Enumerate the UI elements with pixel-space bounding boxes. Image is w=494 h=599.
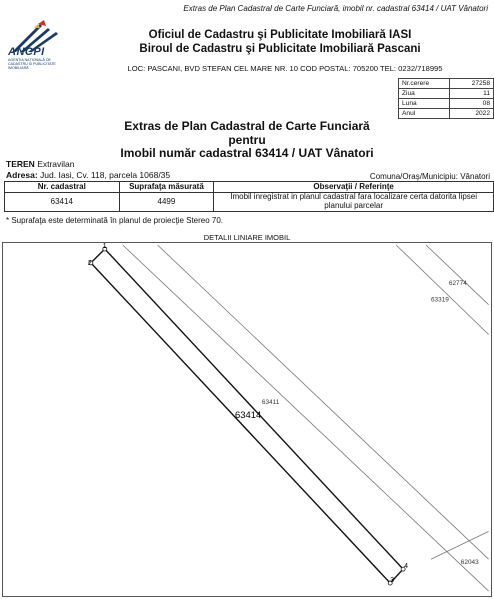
neighbor-label: 63319	[430, 296, 449, 304]
registration-row	[399, 99, 494, 109]
neighbor-label: 62043	[460, 559, 479, 567]
parcel-label: 63414	[235, 410, 262, 422]
registration-label: Anul	[399, 109, 450, 119]
registration-row	[399, 109, 494, 119]
registration-label: Luna	[399, 99, 450, 109]
neighbor-label: 62774	[448, 279, 467, 287]
title-line-2: pentru	[228, 132, 266, 147]
registration-row	[399, 89, 494, 99]
cadastral-map	[2, 242, 492, 597]
registration-label: Ziua	[399, 89, 450, 99]
comuna-label: Comuna/Oraş/Municipiu:	[369, 172, 458, 181]
neighbor-boundary-line	[431, 531, 489, 559]
comuna-line	[280, 172, 490, 181]
teren-label: TEREN	[6, 159, 35, 169]
col-suprafata: Suprafaţa măsurată	[119, 182, 214, 193]
adresa-label: Adresa:	[6, 170, 38, 180]
title-line-3: Imobil număr cadastral 63414 / UAT Vânatori	[120, 146, 374, 160]
neighbor-label: 63411	[261, 399, 280, 407]
table-row	[5, 193, 494, 212]
document-title	[60, 120, 434, 161]
registration-value: 2022	[449, 109, 493, 119]
vertex-label: 3	[390, 577, 395, 585]
teren-value: Extravilan	[37, 159, 75, 169]
adresa-value: Jud. Iasi, Cv. 118, parcela 1068/35	[40, 170, 171, 180]
map-heading: DETALII LINIARE IMOBIL	[203, 233, 291, 242]
col-observatii: Observaţii / Referinţe	[214, 182, 494, 193]
logo-subtext: AGENȚIA NAȚIONALĂ DE CADASTRU ȘI PUBLICITATE IMOBILIARĂ	[8, 58, 56, 71]
office-header	[80, 28, 480, 56]
registration-label: Nr.cerere	[399, 79, 450, 89]
registration-value: 27258	[449, 79, 493, 89]
teren-line	[6, 159, 75, 169]
vertex-label: 1	[102, 242, 107, 250]
neighbor-boundary-line	[396, 245, 488, 334]
title-line-1: Extras de Plan Cadastral de Carte Funciară	[124, 119, 370, 133]
vertex-label: 2	[87, 259, 92, 267]
registration-value: 11	[449, 89, 493, 99]
parcel-table-header	[5, 182, 494, 193]
adresa-line	[6, 170, 170, 180]
document-top-line: Extras de Plan Cadastral de Carte Funciară, imobil nr. cadastral 63414 / UAT Vânatori	[183, 4, 488, 13]
comuna-value: Vânatori	[460, 172, 490, 181]
projection-note: * Suprafaţa este determinată în planul de proiecţie Stereo 70.	[6, 216, 224, 225]
registration-table	[398, 78, 494, 119]
registration-value: 08	[449, 99, 493, 109]
logo-text: ANCPI	[8, 46, 45, 58]
office-line-1: Oficiul de Cadastru şi Publicitate Imobiliară IASI	[148, 29, 412, 41]
cell-suprafata: 4499	[119, 193, 214, 212]
cell-nr-cadastral: 63414	[5, 193, 120, 212]
cell-observatii: Imobil inregistrat in planul cadastral fara localizare certa datorita lipsei planului parcelar	[214, 193, 494, 212]
vertex-label: 4	[404, 563, 408, 571]
office-line-2: Biroul de Cadastru şi Publicitate Imobiliară Pascani	[139, 43, 421, 55]
office-location: LOC: PASCANI, BVD STEFAN CEL MARE NR. 10 COD POSTAL: 705200 TEL: 0232/718995	[127, 64, 443, 73]
parcel-table	[4, 181, 494, 212]
registration-row	[399, 79, 494, 89]
col-nr-cadastral: Nr. cadastral	[5, 182, 120, 193]
